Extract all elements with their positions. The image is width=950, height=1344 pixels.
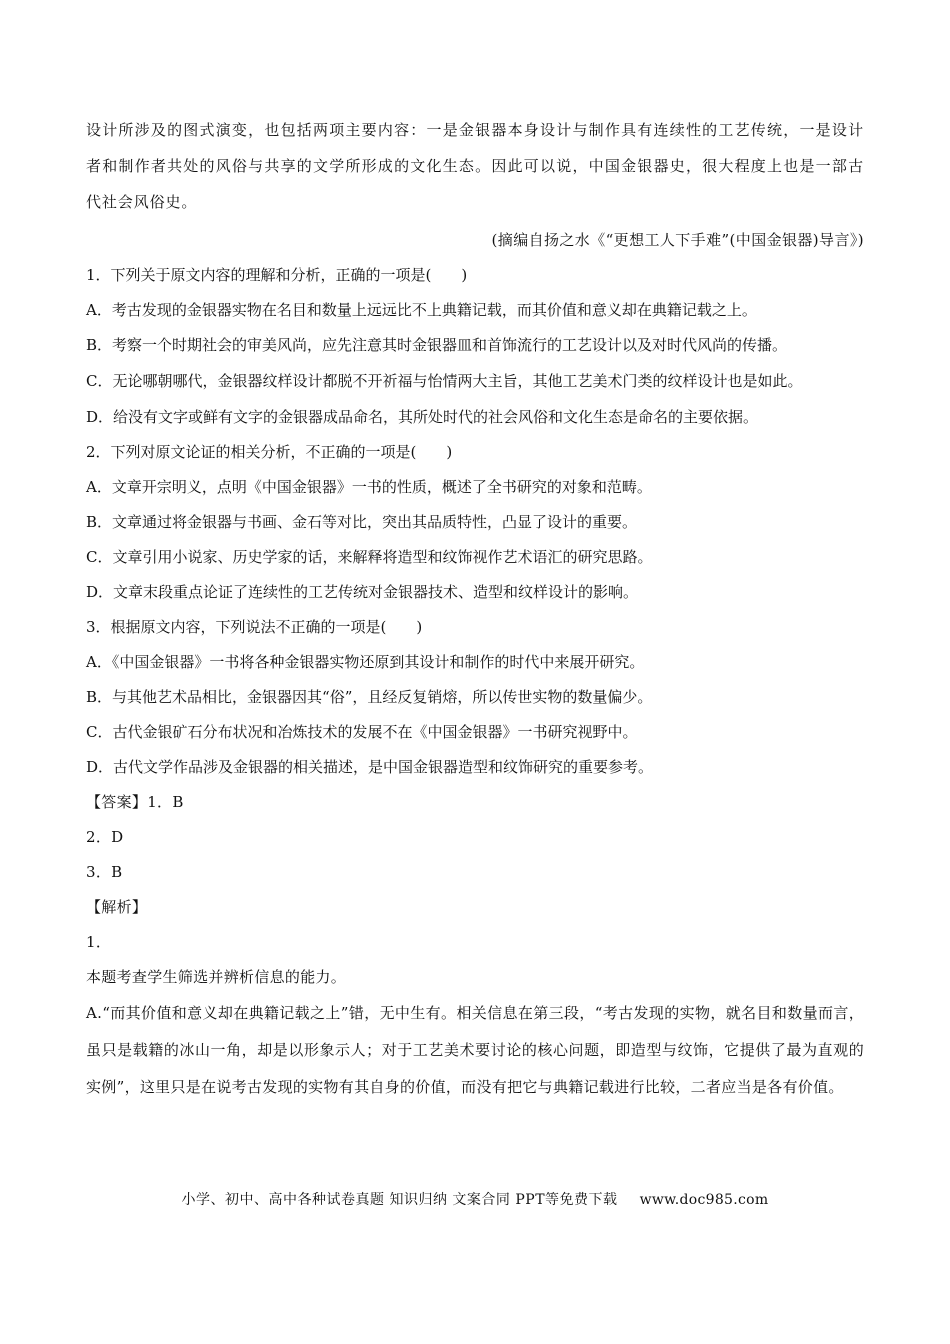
page-footer: [0, 1188, 950, 1212]
analysis-text: A.“而其价值和意义却在典籍记载之上”错，无中生有。相关信息在第三段，“考古发现的实物，就名目和数量而言，虽只是载籍的冰山一角，却是以形象示人；对于工艺美术要讨论的核心问题，即造型与纹饰，它提供了最为直观的实例”，这里只是在说考古发现的实物有其自身的价值，而没有把它与典籍记载进行比较，二者应当是各有价值。: [86, 1004, 864, 1096]
answer-section: [86, 785, 864, 890]
analysis-label: 【解析】: [86, 898, 148, 916]
question-2-option-a: A．文章开宗明义，点明《中国金银器》一书的性质，概述了全书研究的对象和范畴。: [86, 478, 652, 496]
questions-section: [86, 258, 864, 1106]
question-2-option-b: B．文章通过将金银器与书画、金石等对比，突出其品质特性，凸显了设计的重要。: [86, 513, 638, 531]
answer-label: 【答案】: [86, 793, 148, 811]
question-2-option-d: D．文章末段重点论证了连续性的工艺传统对金银器技术、造型和纹样设计的影响。: [86, 583, 639, 601]
answer-item: 1．B: [147, 793, 184, 811]
question-1-option-c: C．无论哪朝哪代，金银器纹样设计都脱不开祈福与怡情两大主旨，其他工艺美术门类的纹样设计也是如此。: [86, 372, 803, 390]
analysis-section: [86, 890, 864, 1106]
analysis-number: 1．: [86, 933, 112, 951]
question-1-option-d: D．给没有文字或鲜有文字的金银器成品命名，其所处时代的社会风俗和文化生态是命名的主要依据。: [86, 408, 759, 426]
footer-text: 小学、初中、高中各种试卷真题 知识归纳 文案合同 PPT等免费下载: [181, 1192, 618, 1208]
passage-paragraph: 设计所涉及的图式演变，也包括两项主要内容：一是金银器本身设计与制作具有连续性的工艺传统，一是设计者和制作者共处的风俗与共享的文学所形成的文化生态。因此可以说，中国金银器史，很大程度上也是一部古代社会风俗史。: [86, 121, 864, 211]
question-2-option-c: C．文章引用小说家、历史学家的话，来解释将造型和纹饰视作艺术语汇的研究思路。: [86, 548, 653, 566]
answer-line-1: [86, 785, 864, 820]
question-1-option-a: A．考古发现的金银器实物在名目和数量上远远比不上典籍记载，而其价值和意义却在典籍记载之上。: [86, 301, 757, 319]
question-stem: 2．下列对原文论证的相关分析，不正确的一项是( ): [86, 443, 453, 461]
question-2: [86, 435, 864, 610]
passage: [86, 112, 864, 254]
passage-source: (摘编自扬之水《“更想工人下手难”(中国金银器)导言》): [491, 231, 864, 249]
question-3-option-c: C．古代金银矿石分布状况和冶炼技术的发展不在《中国金银器》一书研究视野中。: [86, 723, 638, 741]
answer-item: 3．B: [86, 863, 123, 881]
analysis-intro: 本题考查学生筛选并辨析信息的能力。: [86, 968, 347, 986]
question-3-option-a: A．《中国金银器》一书将各种金银器实物还原到其设计和制作的时代中来展开研究。: [86, 653, 645, 671]
answer-item: 2．D: [86, 828, 124, 846]
question-stem: 1．下列关于原文内容的理解和分析，正确的一项是( ): [86, 266, 468, 284]
footer-site-link[interactable]: www.doc985.com: [639, 1192, 769, 1208]
question-1-option-b: B．考察一个时期社会的审美风尚，应先注意其时金银器皿和首饰流行的工艺设计以及对时代风尚的传播。: [86, 336, 788, 354]
question-3-option-d: D．古代文学作品涉及金银器的相关描述，是中国金银器造型和纹饰研究的重要参考。: [86, 758, 654, 776]
question-3: [86, 610, 864, 785]
question-stem: 3．根据原文内容，下列说法不正确的一项是( ): [86, 618, 423, 636]
question-3-option-b: B．与其他艺术品相比，金银器因其“俗”，且经反复销熔，所以传世实物的数量偏少。: [86, 688, 653, 706]
question-1: [86, 258, 864, 435]
